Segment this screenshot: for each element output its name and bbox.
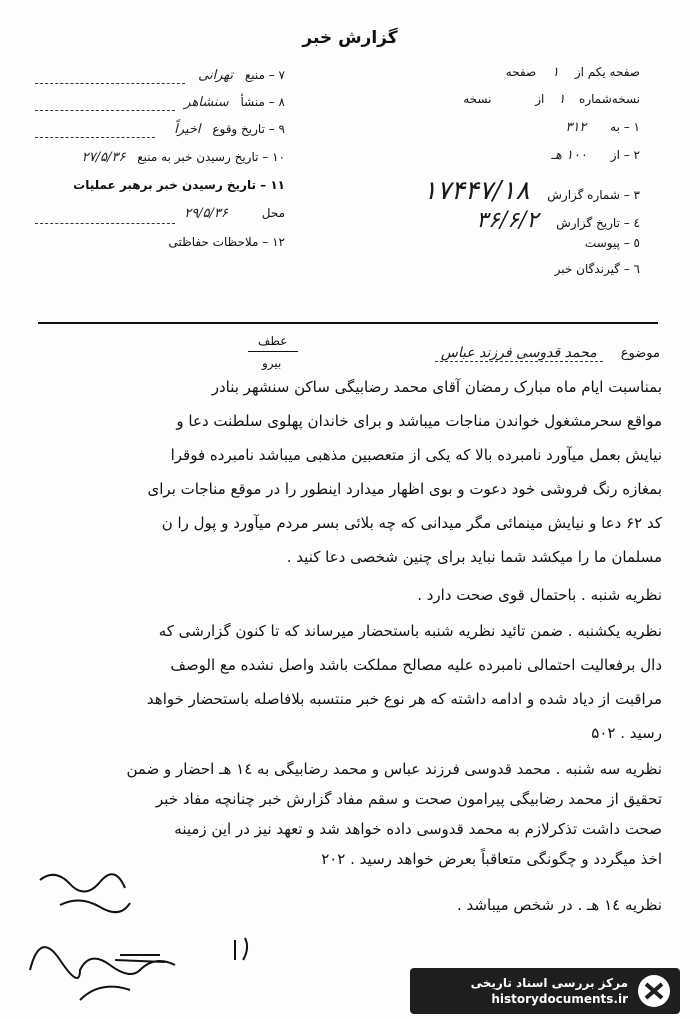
- watermark-banner: [410, 968, 680, 1014]
- reference-atf: عطف: [258, 334, 288, 348]
- subject-line: [435, 345, 660, 361]
- field-page: [506, 65, 640, 80]
- field-label: ۱۱ – تاریخ رسیدن خبر برهبر عملیات: [73, 178, 285, 192]
- subject-label: موضوع: [620, 346, 660, 361]
- field-report-number: [423, 176, 640, 206]
- field-label: صفحه: [505, 65, 537, 79]
- watermark-logo-icon: [634, 972, 674, 1010]
- field-recipients: [555, 262, 640, 276]
- field-value: ۱۰۰ هـ: [551, 148, 587, 163]
- field-label: از: [535, 92, 545, 106]
- dotted-line: [35, 82, 185, 84]
- field-label: صفحه یکم از: [574, 65, 640, 79]
- dotted-line: [35, 136, 155, 138]
- field-label: ۷ – منبع: [244, 68, 285, 82]
- dotted-line: [35, 222, 175, 224]
- field-from: [551, 148, 640, 163]
- document-title: گزارش خبر: [302, 28, 398, 48]
- body-line: بمناسبت ایام ماه مبارک رمضان آقای محمد رضابیگی ساکن سنشهر بنادر: [211, 378, 662, 396]
- body-line: بمغازه رنگ فروشی خود دعوت و بوی اظهار میدارد اینطور را در موقع مناجات برای: [147, 480, 662, 498]
- field-label: ٥ – پیوست: [584, 236, 640, 250]
- initial-mark: [225, 930, 265, 970]
- field-value: ۱: [558, 92, 566, 107]
- field-label: ٤ – تاریخ گزارش: [556, 216, 640, 230]
- field-label: نسخه‌شماره: [579, 92, 640, 106]
- field-value: اخیراً: [174, 122, 201, 137]
- watermark-line1: مرکز بررسی اسناد تاریخی: [470, 976, 628, 990]
- field-label: ۱ – به: [610, 120, 640, 134]
- field-origin: [35, 95, 285, 110]
- reference-biro: بیرو: [262, 356, 282, 370]
- field-value: تهرانی: [198, 68, 234, 83]
- reference-divider: [248, 351, 298, 352]
- body-line: تحقیق از محمد رضابیگی پیرامون صحت و سقم مفاد گزارش خبر چنانچه مفاد خبر: [156, 790, 662, 808]
- body-line: مراقبت از دیاد شده و ادامه داشته که هر نوع خبر منتسبه بلافاصله باستحضار خواهد: [146, 690, 662, 708]
- field-ops-date: [35, 178, 285, 192]
- body-line: مواقع سحرمشغول خواندن مناجات میباشد و برای خاندان پهلوی سلطنت دعا و: [176, 412, 662, 430]
- field-value: ۲۷/۵/۳۶: [81, 150, 126, 165]
- body-line: رسید . ۵۰۲: [591, 724, 662, 742]
- field-value: ۳۱۲: [565, 120, 587, 135]
- field-place: [35, 206, 285, 221]
- body-line: نظریه سه شنبه . محمد قدوسی فرزند عباس و محمد رضابیگی به ۱٤ هـ احضار و ضمن: [126, 760, 662, 778]
- body-line: اخذ میگردد و چگونگی متعاقباً بعرض خواهد رسید . ۲۰۲: [321, 850, 662, 868]
- field-security-notes: [35, 235, 285, 249]
- field-label: نسخه: [463, 92, 492, 106]
- field-label: ۲ – از: [610, 148, 640, 162]
- field-report-date: [476, 208, 640, 233]
- field-source: [35, 68, 285, 83]
- subject-value: محمد قدوسی فرزند عباس: [435, 345, 603, 362]
- field-label: ٦ – گیرندگان خبر: [554, 262, 640, 276]
- body-line: نظریه شنبه . باحتمال قوی صحت دارد .: [417, 586, 662, 604]
- watermark-url: historydocuments.ir: [491, 992, 628, 1006]
- signature-scribble: [20, 860, 220, 1010]
- body-line: نظریه ۱٤ هـ . در شخص میباشد .: [457, 896, 662, 914]
- dotted-line: [35, 109, 175, 111]
- body-line: دال برفعالیت احتمالی نامبرده علیه مصالح مملکت باشد واصل نشده مع الوصف: [170, 656, 662, 674]
- body-line: مسلمان ما را میکشد شما نباید برای چنین شخصی دعا کنید .: [286, 548, 662, 566]
- body-line: کد ۶۲ دعا و نیایش مینمائی مگر میدانی که چه بلائی بسر مردم میآورد و پول را ن: [161, 514, 662, 532]
- body-line: نیایش بعمل میآورد نامبرده بالا که یکی از متعصبین مذهبی میباشد نامبرده فوقرا: [170, 446, 662, 464]
- field-label: ۱۲ – ملاحظات حفاظتی: [168, 235, 285, 249]
- field-label: ۹ – تاریخ وقوع: [212, 122, 285, 136]
- field-value: ۱۷۴۴۷/۱۸: [422, 176, 530, 206]
- field-to: [565, 120, 640, 135]
- field-label: ۸ – منشأ: [240, 95, 285, 109]
- field-value: ۲۹/۵/۳۶: [184, 206, 228, 221]
- body-line: صحت داشت تذکرلازم به محمد قدوسی داده خواهد شد و تعهد نیز در این زمینه: [174, 820, 662, 838]
- field-source-date: [5, 150, 285, 165]
- field-value: ۱: [552, 65, 560, 80]
- field-value: ۳۶/۶/۲: [476, 208, 539, 233]
- field-attachment: [585, 236, 640, 250]
- field-label: ۳ – شماره گزارش: [547, 188, 640, 202]
- header-divider: [38, 322, 658, 324]
- field-copy-number: [463, 92, 640, 107]
- field-value: سنشاهر: [184, 95, 229, 110]
- body-line: نظریه یکشنبه . ضمن تائید نظریه شنبه باستحضار میرساند که تا کنون گزارشی که: [158, 622, 662, 640]
- field-event-date: [35, 122, 285, 137]
- watermark-title: [471, 972, 628, 991]
- field-label: ۱۰ – تاریخ رسیدن خبر به منبع: [137, 150, 285, 164]
- field-label: محل: [261, 206, 285, 220]
